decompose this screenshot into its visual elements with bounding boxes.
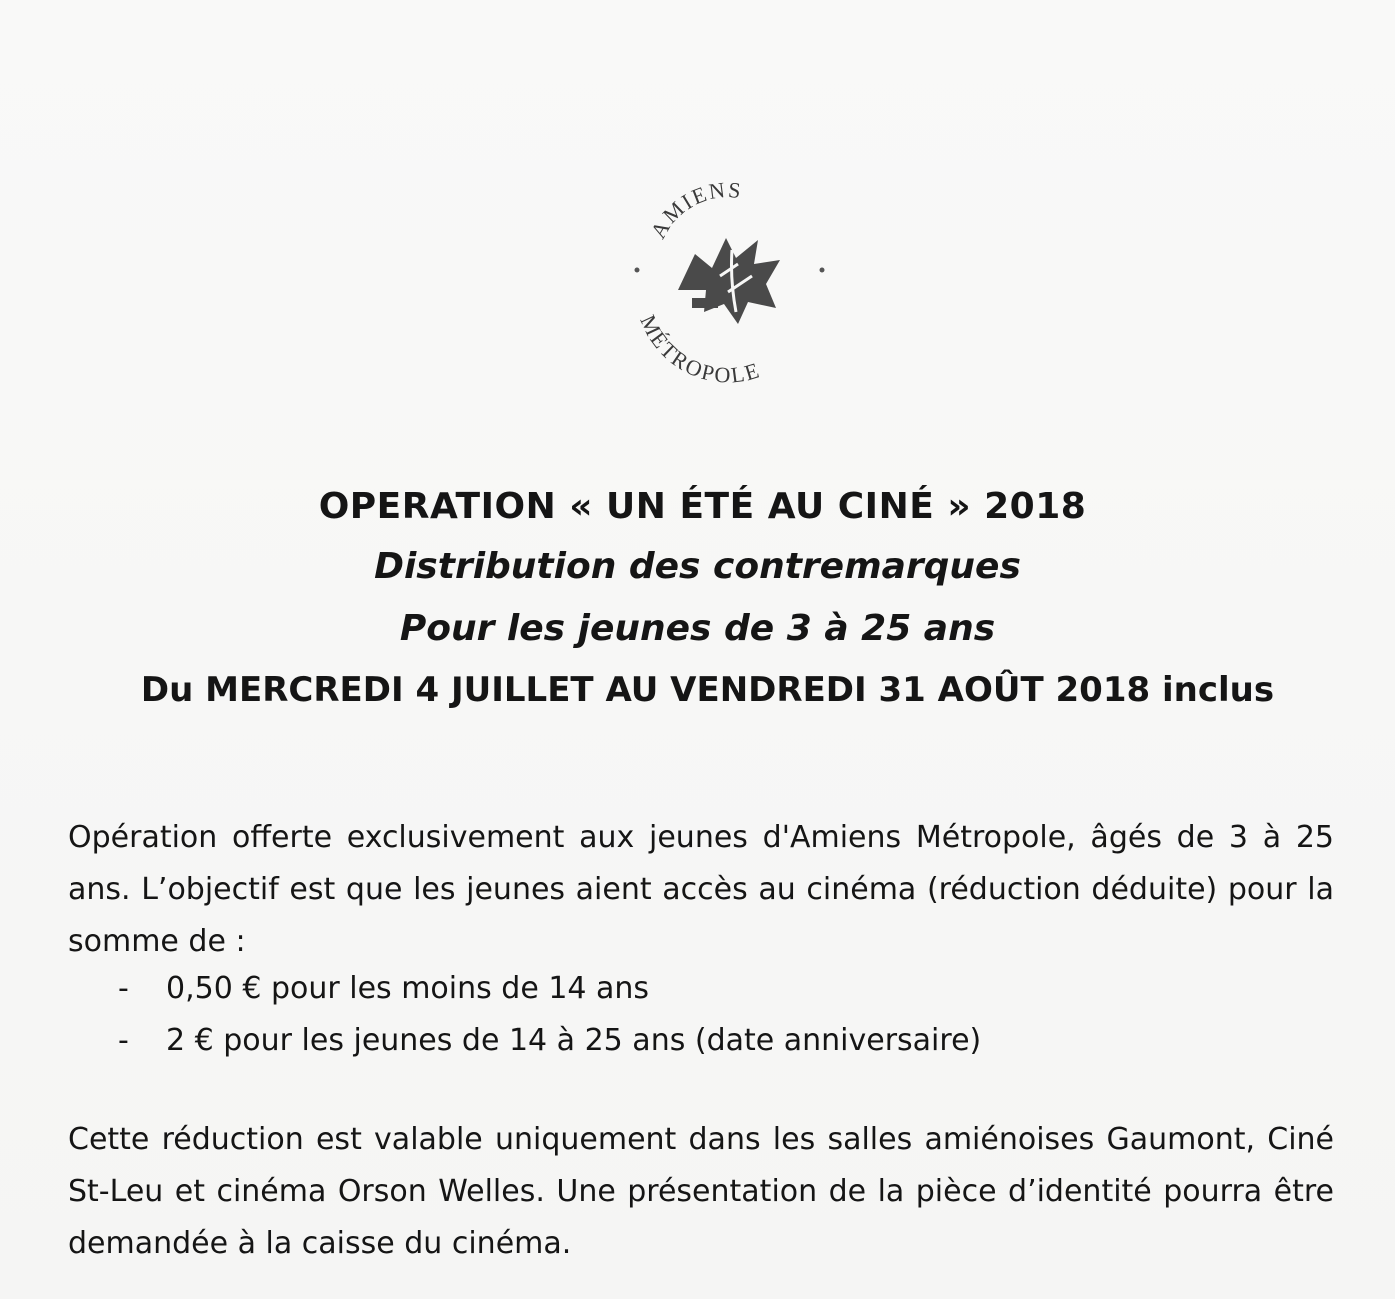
logo-roof <box>692 298 718 308</box>
logo-bottom-text: MÉTROPOLE <box>635 310 764 388</box>
operation-title: OPERATION « UN ÉTÉ AU CINÉ » 2018 <box>318 486 1087 527</box>
logo-top-text: AMIENS <box>645 180 744 243</box>
list-item <box>118 1015 981 1067</box>
amiens-metropole-logo <box>620 180 830 390</box>
paragraph-offer: Opération offerte exclusivement aux jeunes d'Amiens Métropole, âgés de 3 à 25 ans. L’objectif est que les jeunes aient accès au cinéma (réduction déduite) pour la somme de : <box>68 820 1334 959</box>
logo-dot-right <box>820 268 825 273</box>
date-range: Du MERCREDI 4 JUILLET AU VENDREDI 31 AOÛT 2018 inclus <box>140 670 1275 710</box>
bullet-marker: - <box>118 971 129 1006</box>
subtitle-distribution: Distribution des contremarques <box>374 546 1021 587</box>
bullet-marker: - <box>118 1023 129 1058</box>
logo-emblem <box>620 180 830 390</box>
paragraph-validity: Cette réduction est valable uniquement dans les salles amiénoises Gaumont, Ciné St-Leu et cinéma Orson Welles. Une présentation de la pièce d’identité pourra être demandée à la caisse du cinéma. <box>68 1122 1334 1261</box>
list-item <box>118 963 981 1015</box>
price-14-to-25: 2 € pour les jeunes de 14 à 25 ans (date anniversaire) <box>166 1023 982 1058</box>
logo-dot-left <box>635 268 640 273</box>
ivy-leaf-icon <box>678 238 780 324</box>
subtitle-age-range: Pour les jeunes de 3 à 25 ans <box>399 608 996 649</box>
price-list <box>118 963 981 1067</box>
price-under-14: 0,50 € pour les moins de 14 ans <box>166 971 650 1006</box>
title-block <box>0 478 1395 720</box>
